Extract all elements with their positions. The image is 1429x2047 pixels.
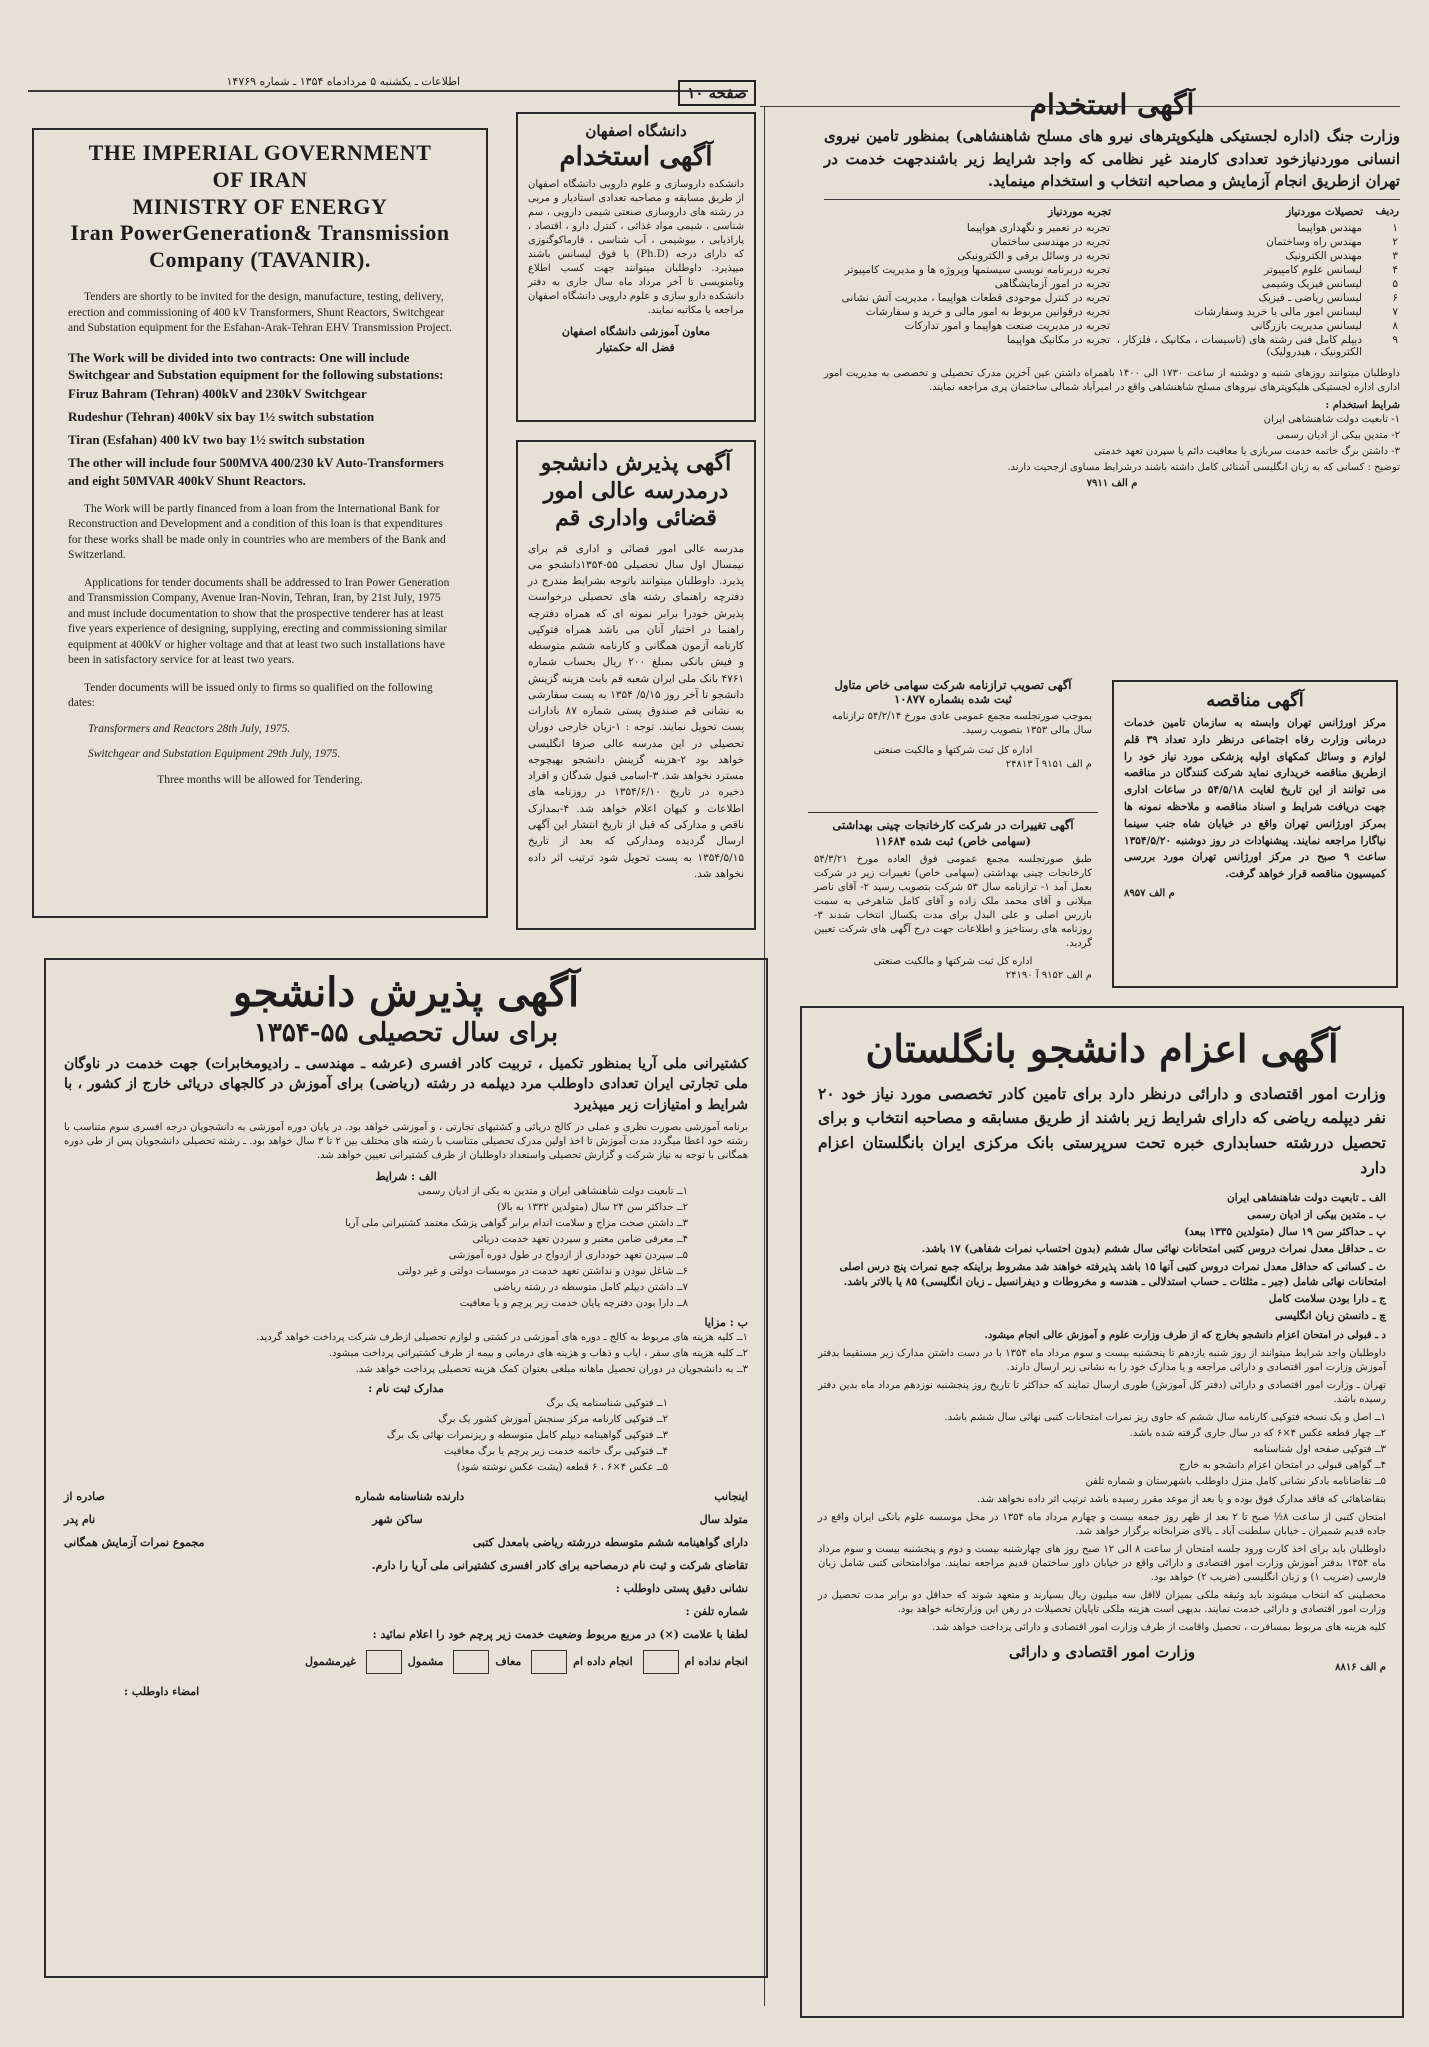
war-intro: وزارت جنگ (اداره لجستیکی هلیکوپترهای نیرو های مسلح شاهنشاهی) بمنظور تامین نیروی انسانی موردنیازخود تعدادی کارمند غیر نظامی که واجد شرایط زیر باشندجهت خدمت در تهران ازطریق انجام آزمایش و مصاحبه انتخاب و استخدام مینماید.: [824, 127, 1400, 190]
kashtirani-benefit: ۲ــ کلیه هزینه های سفر ، ایاب و ذهاب و هزینه های درمانی و بیمه از طرف کشتیرانی پرداخت میشود.: [328, 1347, 748, 1359]
war-code: م الف ۷۹۱۱: [1086, 477, 1138, 489]
war-table-row: [824, 249, 1400, 263]
form-option-subject: مشمول: [407, 1655, 444, 1669]
qom-body: مدرسه عالی امور قضائی و اداری قم برای نیمسال اول سال تحصیلی ۵۵-۱۳۵۴دانشجو می پذیرد. داوطلبان میتوانند باتوجه بشرایط مندرج در دفترچه راهنمای رشته های تحصیلی درخواست پذیرش خودرا برابر نمونه ای که همراه دفترچه راهنما در اختیار آنان می باشد همراه فتوکپی کارنامه آزمون همگانی و کارنامه ششم متوسطه و فیش بانکی بمبلغ ۲۰۰ ریال بحساب شماره ۴۷۶۱ بانک ملی ایران شعبه قم بابت هزینه گزینش دانشجو تا آخر روز ۵/۱۵/ ۱۳۵۴ به پست سفارشی به نشانی قم صندوق پستی شماره ۸۷ بادارات پست تحویل نمایند. توجه : ۱-زبان خارجی دوران تحصیلی در این مدرسه عالی صرفا انگلیسی خواهد بود ۲-هزینه گزینش دانشجو بهیچوجه مسترد نخواهد شد. ۳-اسامی قبول شدگان و افراد ذخیره در تاریخ ۱۳۵۴/۶/۱۰ در روزنامه های اطلاعات و کیهان اعلام خواهد شد. ۴-بمدارک ناقص و مدارکی که قبل از تاریخ انتشار این آگهی ارسال گردیده ومدارکی که بعد از تاریخ ۱۳۵۴/۵/۱۵ به پست تحویل شود ترتیب اثر داده نخواهد شد.: [528, 542, 744, 880]
war-table-row: [824, 263, 1400, 277]
kashtirani-condition: ۷ــ داشتن دیپلم کامل متوسطه در رشته ریاضی: [493, 1281, 688, 1293]
form-father: نام پدر: [64, 1512, 96, 1526]
kashtirani-program: برنامه آموزشی بصورت نظری و عملی در کالج دریائی و کشتیهای تجارتی ، و آموزشی خواهد بود. در پایان دوره آموزشی به دانشجویان درجه افسری سوم متناسب با رشته خود اعطا میگردد مدت آموزش تا اخذ اولین مدرک تحصیلی متناسب با رشته های مختلف بین ۲ تا ۳ سال خواهد بود. ـ رشته تحصیلی دانشجویان پس از طی دوره همگانی با توجه به نیاز شرکت و گزارش تحصیلی واستعداد داوطلبان از طرف کشتیرانی تعیین خواهد شد.: [64, 1121, 749, 1161]
england-condition: ب ـ متدین بیکی از ادیان رسمی: [1247, 1209, 1386, 1221]
war-cell-edu: لیسانس فیزیک وشیمی: [1261, 277, 1362, 290]
tender-code: م الف ۸۹۵۷: [1124, 887, 1175, 899]
war-cell-edu: لیسانس ریاضی ـ فیزیک: [1258, 291, 1362, 304]
england-condition: ث ـ کسانی که حداقل معدل نمرات دروس کتبی آنها ۱۵ باشد پذیرفته خواهند شد مشروط براینکه جمع نمرات پنج درس اصلی امتحانات نهائی شامل (جبر ـ مثلثات ـ حساب استدلالی ـ هندسه و مخروطات و دیفرانسیل ـ زبان انگلیسی) ۸۵ یا بالاتر باشد.: [839, 1260, 1386, 1288]
war-cell-n: ۹: [1392, 333, 1398, 346]
masthead: اطلاعات ـ یکشنبه ۵ مردادماه ۱۳۵۴ ـ شماره ۱۴۷۶۹: [226, 75, 460, 88]
england-title: آگهی اعزام دانشجو بانگلستان: [865, 1026, 1339, 1071]
war-cell-exp: تجربه در مهندسی ساختمان: [990, 235, 1110, 248]
kashtirani-title: آگهی پذیرش دانشجو: [232, 969, 580, 1016]
war-cell-edu: لیسانس مدیریت بازرگانی: [1250, 319, 1362, 332]
war-cell-edu: مهندس هواپیما: [1297, 221, 1362, 234]
form-options: [64, 1650, 748, 1674]
tavanir-other-contract: The other will include four 500MVA 400/230 kV Auto-Transformers and eight 50MVAR 400kV Shunt Reactors.: [68, 455, 444, 488]
form-id: دارنده شناسنامه شماره: [355, 1489, 465, 1503]
qom-title: آگهی پذیرش دانشجو درمدرسه عالی امور قضائی واداری قم: [540, 450, 732, 531]
war-table-rule: [824, 199, 1400, 200]
form-option-done: انجام داده ام: [573, 1655, 633, 1669]
reg2-code: م الف ۹۱۵۲ آ ۲۴۱۹۰: [1005, 970, 1092, 982]
isfahan-university: دانشگاه اصفهان: [585, 122, 687, 140]
war-cell-edu: لیسانس امور مالی یا خرید وسفارشات: [1194, 305, 1362, 318]
war-cell-edu: مهندس راه وساختمان: [1266, 235, 1362, 248]
kashtirani-condition: ۱ــ تابعیت دولت شاهنشاهی ایران و متدین به یکی از ادیان رسمی: [417, 1185, 688, 1197]
tavanir-title: [50, 140, 470, 274]
isfahan-title: آگهی استخدام: [559, 142, 713, 172]
form-sign: امضاء داوطلب :: [124, 1685, 200, 1699]
form-issued: صادره از: [64, 1489, 105, 1503]
kashtirani-sec-c: مدارک ثبت نام :: [368, 1381, 444, 1395]
kashtirani-ad: [44, 958, 768, 1978]
form-phone: شماره تلفن :: [685, 1605, 748, 1619]
war-cell-edu: لیسانس علوم کامپیوتر: [1264, 263, 1362, 276]
war-table-row: [824, 305, 1400, 319]
page-label: صفحه ۱۰: [678, 80, 756, 106]
kashtirani-condition: ۳ــ داشتن صحت مزاج و سلامت اندام برابر گواهی پزشک معتمد کشتیرانی ملی آریا: [345, 1217, 688, 1229]
tavanir-intro: Tenders are shortly to be invited for the design, manufacture, testing, delivery, erection and commissioning of 400 kV Transformers, Shunt Reactors, Switchgear and Substation equipment for the Esfahan-Arak-Tehran EHV Transmission Project.: [68, 291, 452, 335]
tavanir-title-line: THE IMPERIAL GOVERNMENT: [88, 140, 432, 165]
tavanir-contracts: The Work will be divided into two contracts: One will include Switchgear and Substation equipment for the following substations:: [68, 349, 444, 383]
form-option-exempt: معاف: [495, 1655, 522, 1669]
war-cell-exp: تجربه در تعمیر و نگهداری هواپیما: [966, 221, 1110, 234]
england-doc: ۴ــ گواهی قبولی در امتحان اعزام دانشجو به خارج: [1178, 1459, 1386, 1471]
england-costs: کلیه هزینه های مربوط بمسافرت ، تحصیل واقامت از طرف وزارت امور اقتصادی و دارائی پرداخت خواهد شد.: [932, 1621, 1386, 1633]
england-intro: وزارت امور اقتصادی و دارائی درنظر دارد برای تامین کادر تخصصی مورد نیاز خود ۲۰ نفر دیپلمه ریاضی که دارای شرایط زیر باشند از طریق مسابقه و مصاحبه انتخاب و برای تحصیل دررشته حسابداری خبره تحت سرپرستی بانک مرکزی ایران بانگلستان اعزام دارد: [818, 1083, 1386, 1177]
tavanir-date: Switchgear and Substation Equipment 29th July, 1975.: [88, 748, 341, 761]
registration-notice-2: [808, 812, 1098, 1002]
form-mil: لطفا با علامت (×) در مربع مربوط وضعیت خدمت زیر پرچم خود را اعلام نمائید :: [372, 1628, 748, 1642]
isfahan-body: دانشکده داروسازی و علوم دارویی دانشگاه اصفهان از طریق مسابقه و مصاحبه تعدادی استادیار و مربی در رشته های داروسازی صنعتی شیمی دارویی ، سم شناسی ، شیمی مواد غذائی ، کنترل دارو ، اقتصاد ، پاراذیابی ، بیوشیمی ، آب شناسی ، فارماکوگنوزی که دارای درجه (Ph.D) یا فوق لیسانس باشند میپذیرد. داوطلبان میتوانند جهت کسب اطلاع وتامنویسی تا آخر مرداد ماه سال جاری به دفتر دانشکده دارو سازی و علوم دارویی دانشگاه اصفهان مراجعه یا مکاتبه نمایند.: [528, 179, 744, 316]
reg1-code: م الف ۹۱۵۱ آ ۲۴۸۱۳: [1005, 759, 1092, 770]
reg1-office: اداره کل ثبت شرکتها و مالکیت صنعتی: [873, 745, 1033, 756]
war-table-row: [824, 319, 1400, 333]
kashtirani-sec-b: ب : مزایا: [704, 1315, 748, 1329]
form-city: ساکن شهر: [372, 1512, 423, 1526]
tavanir-title-line: Company (TAVANIR).: [149, 247, 371, 273]
war-table-row: [824, 221, 1400, 235]
isfahan-signature: معاون آموزشی دانشگاه اصفهان: [561, 325, 711, 338]
england-incomplete: بتقاضاهائی که فاقد مدارک فوق بوده و یا بعد از موعد مقرر رسیده باشد ترتیب اثر داده نخواهد شد.: [977, 1493, 1386, 1505]
england-signature: وزارت امور اقتصادی و دارائی: [1008, 1642, 1196, 1661]
england-exam: امتحان کتبی از ساعت ۸½ صبح تا ۲ بعد از ظهر روز جمعه بیست و چهارم مرداد ماه ۱۳۵۴ در محل موسسه علوم بانکی ایران واقع در جاده قدیم شمیران ـ خیابان سلطنت آباد ـ بالای ضرابخانه برگزار خواهد شد.: [818, 1511, 1386, 1537]
checkbox-not-done[interactable]: [643, 1650, 679, 1674]
war-table-row: [824, 235, 1400, 249]
header-rule: [28, 90, 748, 92]
form-request: تقاضای شرکت و ثبت نام درمصاحبه برای کادر افسری کشتیرانی ملی آریا را دارم.: [371, 1558, 748, 1572]
england-procedure: داوطلبان واجد شرایط میتوانند از روز شنبه یازدهم تا پنجشنبه بیست و سوم مرداد ماه ۱۳۵۴ با در دست داشتن مدارک زیر مستقیما بدفتر آموزش وزارت امور اقتصادی و دارائی مراجعه و یا مدارک خود را به نشانی زیر ارسال دارند.: [818, 1347, 1386, 1373]
war-cell-exp: تجربه درقوانین مربوط به امور مالی و خرید و سفارشات: [865, 305, 1110, 318]
kashtirani-condition: ۵ــ سپردن تعهد خودداری از ازدواج در طول دوره آموزشی: [448, 1249, 688, 1261]
kashtirani-condition: ۲ــ حداکثر سن ۲۴ سال (متولدین ۱۳۳۲ به بالا): [497, 1201, 688, 1213]
war-col-edu: تحصیلات موردنیاز: [1286, 206, 1363, 218]
reg2-title: آگهی تغییرات در شرکت کارخانجات چینی بهداشتی (سهامی خاص) ثبت شده ۱۱۶۸۴: [832, 818, 1074, 849]
tavanir-title-line: MINISTRY OF ENERGY: [132, 193, 388, 219]
form-option-not-done: انجام نداده ام: [684, 1655, 748, 1669]
england-doc: ۵ــ تقاضانامه بادکر نشانی کامل منزل داوطلب باشهرستان و شماره تلفن: [1085, 1475, 1386, 1487]
kashtirani-benefit: ۳ــ به دانشجویان در دوران تحصیل ماهانه مبلغی بعنوان کمک هزینه تحصیلی پرداخت خواهد شد.: [355, 1363, 748, 1375]
war-cell-n: ۴: [1392, 263, 1398, 276]
england-bond: محصلینی که انتخاب میشوند باید وثیقه ملکی بمیزان لااقل سه میلیون ریال بسپارند و متعهد شوند که حداقل دو برابر مدت تحصیل در وزارت امور اقتصادی و دارائی خدمت نمایند. بدیهی است هزینه ملکی تایاپان تحصیلات در رهن این وزارتخانه خواهد بود.: [818, 1589, 1386, 1615]
kashtirani-document: ۱ــ فتوکپی شناسنامه یک برگ: [546, 1397, 668, 1409]
tavanir-substation: Rudeshur (Tehran) 400kV six bay 1½ switch substation: [68, 408, 375, 424]
war-title: آگهی استخدام: [1029, 88, 1195, 121]
war-cell-exp: تجربه در کنترل موجودی قطعات هواپیما ، مدیریت آتش نشانی: [841, 291, 1110, 304]
war-table-row: [824, 277, 1400, 291]
form-born: متولد سال: [699, 1512, 748, 1526]
war-table-row: [824, 333, 1400, 359]
tavanir-applications: Applications for tender documents shall be addressed to Iran Power Generation and Transmission Company, Avenue Iran-Novin, Tehran, Iran, by 21st July, 1975 and must include documentation to show that the prospective tenderer has at least five years experience of designing, supplying, erecting and commissioning similar equipment at 400kV or higher voltage and that at least two such installations have been in satisfactory service for at least two years.: [68, 576, 450, 667]
tavanir-dates-intro: Tender documents will be issued only to firms so qualified on the following dates:: [68, 681, 433, 710]
isfahan-signature-name: فضل اله حکمتیار: [597, 340, 675, 354]
war-cell-edu: مهندس الکترونیک: [1285, 249, 1362, 262]
war-col-row: ردیف: [1375, 204, 1399, 217]
kashtirani-intro: کشتیرانی ملی آریا بمنظور تکمیل ، تربیت کادر افسری (عرشه ـ مهندسی ـ رادیومخابرات) جهت خدمت در ناوگان ملی تجارتی ایران تعدادی داوطلب مرد دیپلمه در رشته (ریاضی) برای آموزش در کالجهای دریائی خارج از کشور ، با شرایط و امتیازات زیر میپذیرد: [64, 1056, 748, 1113]
war-cell-n: ۵: [1392, 277, 1398, 290]
war-cell-n: ۱: [1392, 221, 1398, 234]
war-cell-edu: دیپلم کامل فنی رشته های (تاسیسات ، مکانیک ، فلزکار ، الکترونیک ، هیدرولیک): [1116, 333, 1362, 358]
war-cell-exp: تجربه در مکانیک هواپیما: [1006, 333, 1110, 346]
reg1-body: بموجب صورتجلسه مجمع عمومی عادی مورخ ۵۴/۲/۱۴ ترازنامه سال مالی ۱۳۵۳ بتصویب رسید.: [832, 711, 1092, 736]
war-conditions-title: شرایط استخدام :: [1325, 399, 1400, 411]
kashtirani-document: ۴ــ فتوکپی برگ خاتمه خدمت زیر پرچم یا برگ معافیت: [443, 1445, 668, 1457]
england-doc: ۲ــ چهار قطعه عکس ۴×۶ که در سال جاری گرفته شده باشد.: [1129, 1427, 1386, 1439]
qom-school-ad: [516, 440, 756, 930]
reg2-body: طبق صورتجلسه مجمع عمومی فوق العاده مورخ ۵۴/۳/۲۱ کارخانجات چینی بهداشتی (سهامی خاص) تغییرات زیر در شرکت بعمل آمد ۱- ترازنامه سال ۵۳ شرکت بتصویب رسید ۲- آقای ناصر میلانی و آقای محمد ملک زاده و آقای کامل شاهرخی به سمت بازرس اصلی و علی البدل برای مدت یکسال انتخاب شدند ۳- روزنامه های رستاخیز و اطلاعات جهت درج آگهی های شرکت تعیین گردید.: [814, 854, 1092, 950]
war-col-exp: تجربه موردنیاز: [1048, 206, 1111, 218]
war-cell-exp: تجربه در امور آزمایشگاهی: [994, 277, 1110, 290]
kashtirani-form: [64, 1485, 748, 1704]
kashtirani-condition: ۸ــ دارا بودن دفترچه پایان خدمت زیر پرچم و یا معافیت: [459, 1297, 688, 1309]
tavanir-date: Transformers and Reactors 28th July, 1975.: [88, 722, 291, 735]
tavanir-finance: The Work will be partly financed from a loan from the International Bank for Reconstruction and Development and a condition of this loan is that expenditures for these works shall be made only in countries who are members of the Bank and Switzerland.: [68, 502, 446, 562]
war-condition: ۱- تابعیت دولت شاهنشاهی ایران: [1263, 413, 1400, 425]
tender-body: مرکز اورژانس تهران وابسته به سازمان تامین خدمات درمانی وزارت رفاه اجتماعی درنظر دارد تعداد ۳۹ قلم لوازم و وسائل کمکهای اولیه پزشکی مورد نیاز خود را ازطریق مناقصه خریداری نماید شرکت کنندگان در مناقصه می توانند از این تاریخ لغایت ۵۴/۵/۱۸ در ساعات اداری جهت دریافت شرایط و اسناد مناقصه و ملاحظه نمونه ها بمرکز اورژانس تهران واقع در خیابان شاه جنب سینما نیاگارا مراجعه نمایند. پیشنهادات در روز دوشنبه ۱۳۵۴/۵/۲۰ ساعت ۹ صبح در مرکز اورژانس تهران مورد بررسی کمیسیون مناقصه قرار خواهد گرفت.: [1124, 717, 1386, 881]
form-score: مجموع نمرات آزمایش همگانی: [64, 1535, 205, 1549]
kashtirani-subtitle: برای سال تحصیلی ۵۵-۱۳۵۴: [253, 1018, 559, 1048]
war-table: [824, 204, 1400, 359]
tavanir-substation: Tiran (Esfahan) 400 kV two bay 1½ switch substation: [68, 431, 365, 447]
checkbox-exempt[interactable]: [453, 1650, 489, 1674]
tavanir-title-line: Iran PowerGeneration& Transmission: [70, 220, 450, 246]
isfahan-ad: [516, 112, 756, 422]
form-title: اینجانب: [714, 1489, 748, 1503]
england-condition: پ ـ حداکثر سن ۱۹ سال (متولدین ۱۳۳۵ ببعد): [1184, 1226, 1386, 1239]
england-ad: [800, 1006, 1404, 2018]
war-cell-n: ۲: [1392, 235, 1398, 248]
tender-ad: [1112, 680, 1398, 988]
form-address: نشانی دقیق پستی داوطلب :: [615, 1582, 748, 1596]
war-condition: ۳- داشتن برگ خاتمه خدمت سربازی یا معافیت دائم یا سپردن تعهد خدمتی: [1093, 445, 1400, 457]
war-condition: ۲- متدین بیکی از ادیان رسمی: [1276, 429, 1400, 441]
war-cell-n: ۸: [1392, 319, 1398, 332]
england-condition: ج ـ دارا بودن سلامت کامل: [1268, 1293, 1386, 1306]
registration-notice-1: [808, 674, 1098, 824]
england-condition: ت ـ حداقل معدل نمرات دروس کتبی امتحانات نهائی سال ششم (بدون احتساب نمرات شفاهی) ۱۷ باشد.: [921, 1243, 1386, 1256]
kashtirani-benefit: ۱ــ کلیه هزینه های مربوط به کالج ـ دوره های آموزشی در کشتی و لوازم تحصیلی ازطرف شرکت پرداخت خواهد گردید.: [256, 1331, 748, 1343]
war-cell-n: ۶: [1392, 291, 1398, 304]
england-interview: داوطلبان باید برای اخذ کارت ورود جلسه امتحان از ساعت ۸ الی ۱۲ صبح روز های چهارشنبه بیست و دوم و پنجشنبه بیست و سوم مرداد ماه ۱۳۵۴ بدفتر آموزش وزارت امور اقتصادی و دارائی واقع در خیابان داور ساختمان قدیم مراجعه نمایند. موادامتحانی کتبی شامل زبان فارسی (ضریب ۱) و زبان انگلیسی (ضریب ۲) خواهد بود.: [818, 1543, 1386, 1583]
war-cell-n: ۳: [1392, 249, 1398, 262]
tavanir-title-line: OF IRAN: [212, 166, 308, 192]
england-condition: الف ـ تابعیت دولت شاهنشاهی ایران: [1226, 1191, 1386, 1204]
tavanir-substation: Firuz Bahram (Tehran) 400kV and 230kV Switchgear: [68, 385, 367, 401]
checkbox-subject[interactable]: [366, 1650, 402, 1674]
war-table-row: [824, 291, 1400, 305]
england-doc: ۳ــ فتوکپی صفحه اول شناسنامه: [1253, 1443, 1386, 1455]
form-option-not-subject: غیرمشمول: [305, 1655, 356, 1669]
war-cell-n: ۷: [1392, 305, 1398, 318]
reg1-title: آگهی تصویب ترازنامه شرکت سهامی خاص متاول: [834, 678, 1072, 692]
war-cell-exp: تجربه در وسائل برقی و الکترونیکی: [957, 249, 1110, 262]
england-code: م الف ۸۸۱۶: [1335, 1661, 1386, 1673]
england-condition: چ ـ دانستن زبان انگلیسی: [1275, 1310, 1386, 1323]
reg1-sub: ثبت شده بشماره ۱۰۸۷۷: [894, 692, 1012, 706]
kashtirani-condition: ۴ــ معرفی ضامن معتبر و سپردن تعهد خدمت دریائی: [472, 1233, 688, 1245]
war-cell-exp: تجربه دربرنامه نویسی سیستمها وپروژه ها و مدیریت کامپیوتر: [844, 263, 1110, 276]
kashtirani-sec-a: الف : شرایط: [375, 1169, 437, 1183]
england-address: تهران ـ وزارت امور اقتصادی و دارائی (دفتر کل آموزش) طوری ارسال نمایند که حداکثر تا تاریخ روز پنجشنبه نوزدهم مرداد ماه بدین دفتر رسیده باشد.: [818, 1379, 1386, 1405]
form-diploma: دارای گواهینامه ششم متوسطه دررشته ریاضی بامعدل کتبی: [472, 1535, 748, 1549]
kashtirani-document: ۲ــ فتوکپی کارنامه مرکز سنجش آموزش کشور یک برگ: [438, 1413, 668, 1425]
england-doc: ۱ــ اصل و یک نسخه فتوکپی کارنامه سال ششم که حاوی ریز نمرات امتحانات کتبی نهائی سال ششم باشد.: [944, 1411, 1386, 1423]
tavanir-ad: [32, 128, 488, 918]
kashtirani-document: ۵ــ عکس ۴×۶ ، ۶ قطعه (پشت عکس نوشته شود): [456, 1461, 668, 1473]
kashtirani-condition: ۶ــ شاغل نبودن و نداشتن تعهد خدمت در موسسات دولتی و غیر دولتی: [397, 1265, 688, 1277]
reg2-office: اداره کل ثبت شرکتها و مالکیت صنعتی: [873, 956, 1033, 968]
war-apply: داوطلبان میتوانند روزهای شنبه و دوشنبه از ساعت ۱۷۳۰ الی ۱۴۰۰ باهمراه داشتن عین آخرین مدرک تحصیلی و تخصصی به مدیریت امور اداری اداره لجستیکی هلیکوپترهای نیروهای مسلح شاهنشاهی واقع در امیرآباد شمالی ساختمان پری مراجعه نمایند.: [824, 367, 1400, 393]
war-condition: توضیح : کسانی که به زبان انگلیسی آشنائی کامل داشته باشند درشرایط مساوی ارجحیت دارند.: [1007, 461, 1400, 473]
england-note: د ـ قبولی در امتحان اعزام دانشجو بخارج که از طرف وزارت علوم و آموزش عالی انجام میشود.: [984, 1329, 1386, 1341]
war-cell-exp: تجربه در مدیریت صنعت هواپیما و امور تدارکات: [904, 319, 1110, 332]
war-ministry-ad: [820, 88, 1404, 658]
tavanir-closing: Three months will be allowed for Tendering.: [157, 773, 363, 786]
checkbox-done[interactable]: [531, 1650, 567, 1674]
kashtirani-document: ۳ــ فتوکپی گواهینامه دیپلم کامل متوسطه و ریزنمرات نهائی یک برگ: [386, 1429, 668, 1441]
tender-title: آگهی مناقصه: [1206, 690, 1304, 711]
